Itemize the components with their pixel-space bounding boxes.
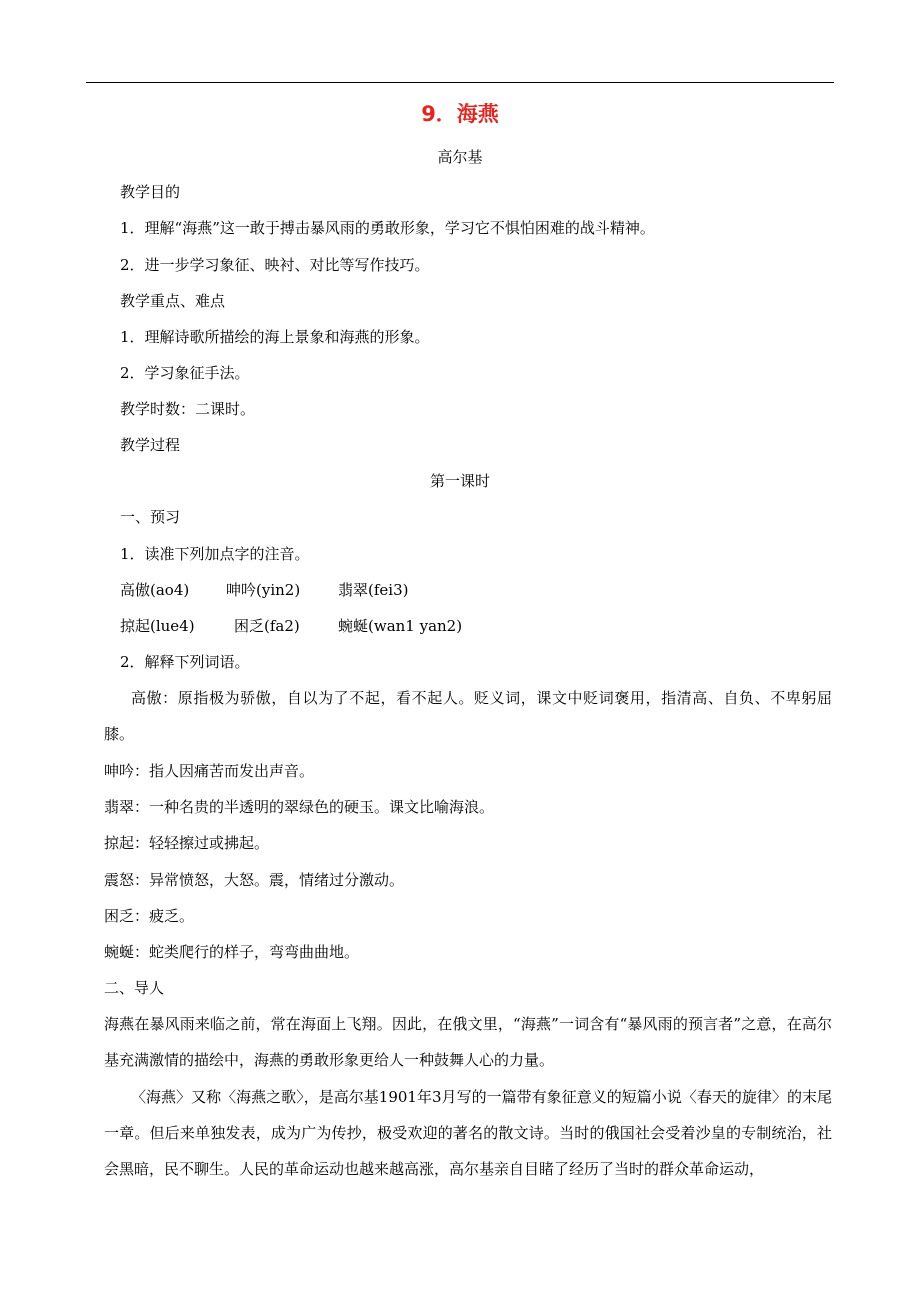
intro-paragraph: 海燕在暴风雨来临之前，常在海面上飞翔。因此，在俄文里，“海燕”一词含有“暴风雨的预言者”之意，在高尔基充满激情的描绘中，海燕的勇敢形象更给人一种鼓舞人心的力量。 — [104, 1015, 832, 1069]
keypoint-item: 1．理解诗歌所描绘的海上景象和海燕的形象。 — [120, 328, 430, 346]
definition-item: 翡翠：一种名贵的半透明的翠绿色的硬玉。课文比喻海浪。 — [104, 798, 495, 816]
pinyin-entry: 蜿蜒(wan1 yan2) — [338, 617, 463, 635]
definition-item: 蜿蜒：蛇类爬行的样子，弯弯曲曲地。 — [104, 943, 360, 961]
definition-item: 震怒：异常愤怒，大怒。震，情绪过分激动。 — [104, 871, 405, 889]
task-item: 2．解释下列词语。 — [120, 653, 250, 671]
definition-item: 掠起：轻轻擦过或拂起。 — [104, 834, 270, 852]
process-heading: 教学过程 — [120, 436, 181, 454]
header-rule — [86, 82, 834, 83]
intro-paragraph: 〈海燕〉又称〈海燕之歌〉，是高尔基1901年3月写的一篇带有象征意义的短篇小说〈春天的旋律〉的末尾一章。但后来单独发表，成为广为传抄，极受欢迎的著名的散文诗。当时的俄国社会受着沙皇的专制统治，社会黑暗，民不聊生。人民的革命运动也越来越高涨，高尔基亲自目睹了经历了当时的群众革命运动， — [104, 1088, 832, 1178]
pinyin-row — [120, 615, 820, 637]
pinyin-entry: 困乏(fa2) — [234, 617, 300, 635]
pinyin-entry: 高傲(ao4) — [120, 581, 190, 599]
teaching-hours: 教学时数：二课时。 — [120, 400, 256, 418]
definition-item: 呻吟：指人因痛苦而发出声音。 — [104, 762, 315, 780]
task-item: 1．读准下列加点字的注音。 — [120, 545, 310, 563]
pinyin-entry: 呻吟(yin2) — [226, 581, 301, 599]
author-line: 高尔基 — [437, 148, 483, 166]
objectives-heading: 教学目的 — [120, 183, 181, 201]
keypoints-heading: 教学重点、难点 — [120, 292, 226, 310]
objective-item: 1．理解“海燕”这一敢于搏击暴风雨的勇敢形象，学习它不惧怕困难的战斗精神。 — [120, 219, 655, 237]
section-heading: 二、导人 — [104, 979, 165, 997]
pinyin-row — [120, 579, 820, 601]
section-heading: 一、预习 — [120, 508, 181, 526]
definition-item: 困乏：疲乏。 — [104, 907, 195, 925]
objective-item: 2．进一步学习象征、映衬、对比等写作技巧。 — [120, 256, 430, 274]
keypoint-item: 2．学习象征手法。 — [120, 364, 250, 382]
page-title: 9．海燕 — [421, 102, 499, 126]
definition-paragraph: 高傲：原指极为骄傲，自以为了不起，看不起人。贬义词，课文中贬词褒用，指清高、自负、不卑躬屈膝。 — [104, 689, 832, 743]
pinyin-entry: 掠起(lue4) — [120, 617, 195, 635]
pinyin-entry: 翡翠(fei3) — [338, 581, 409, 599]
lesson-heading: 第一课时 — [429, 472, 490, 490]
